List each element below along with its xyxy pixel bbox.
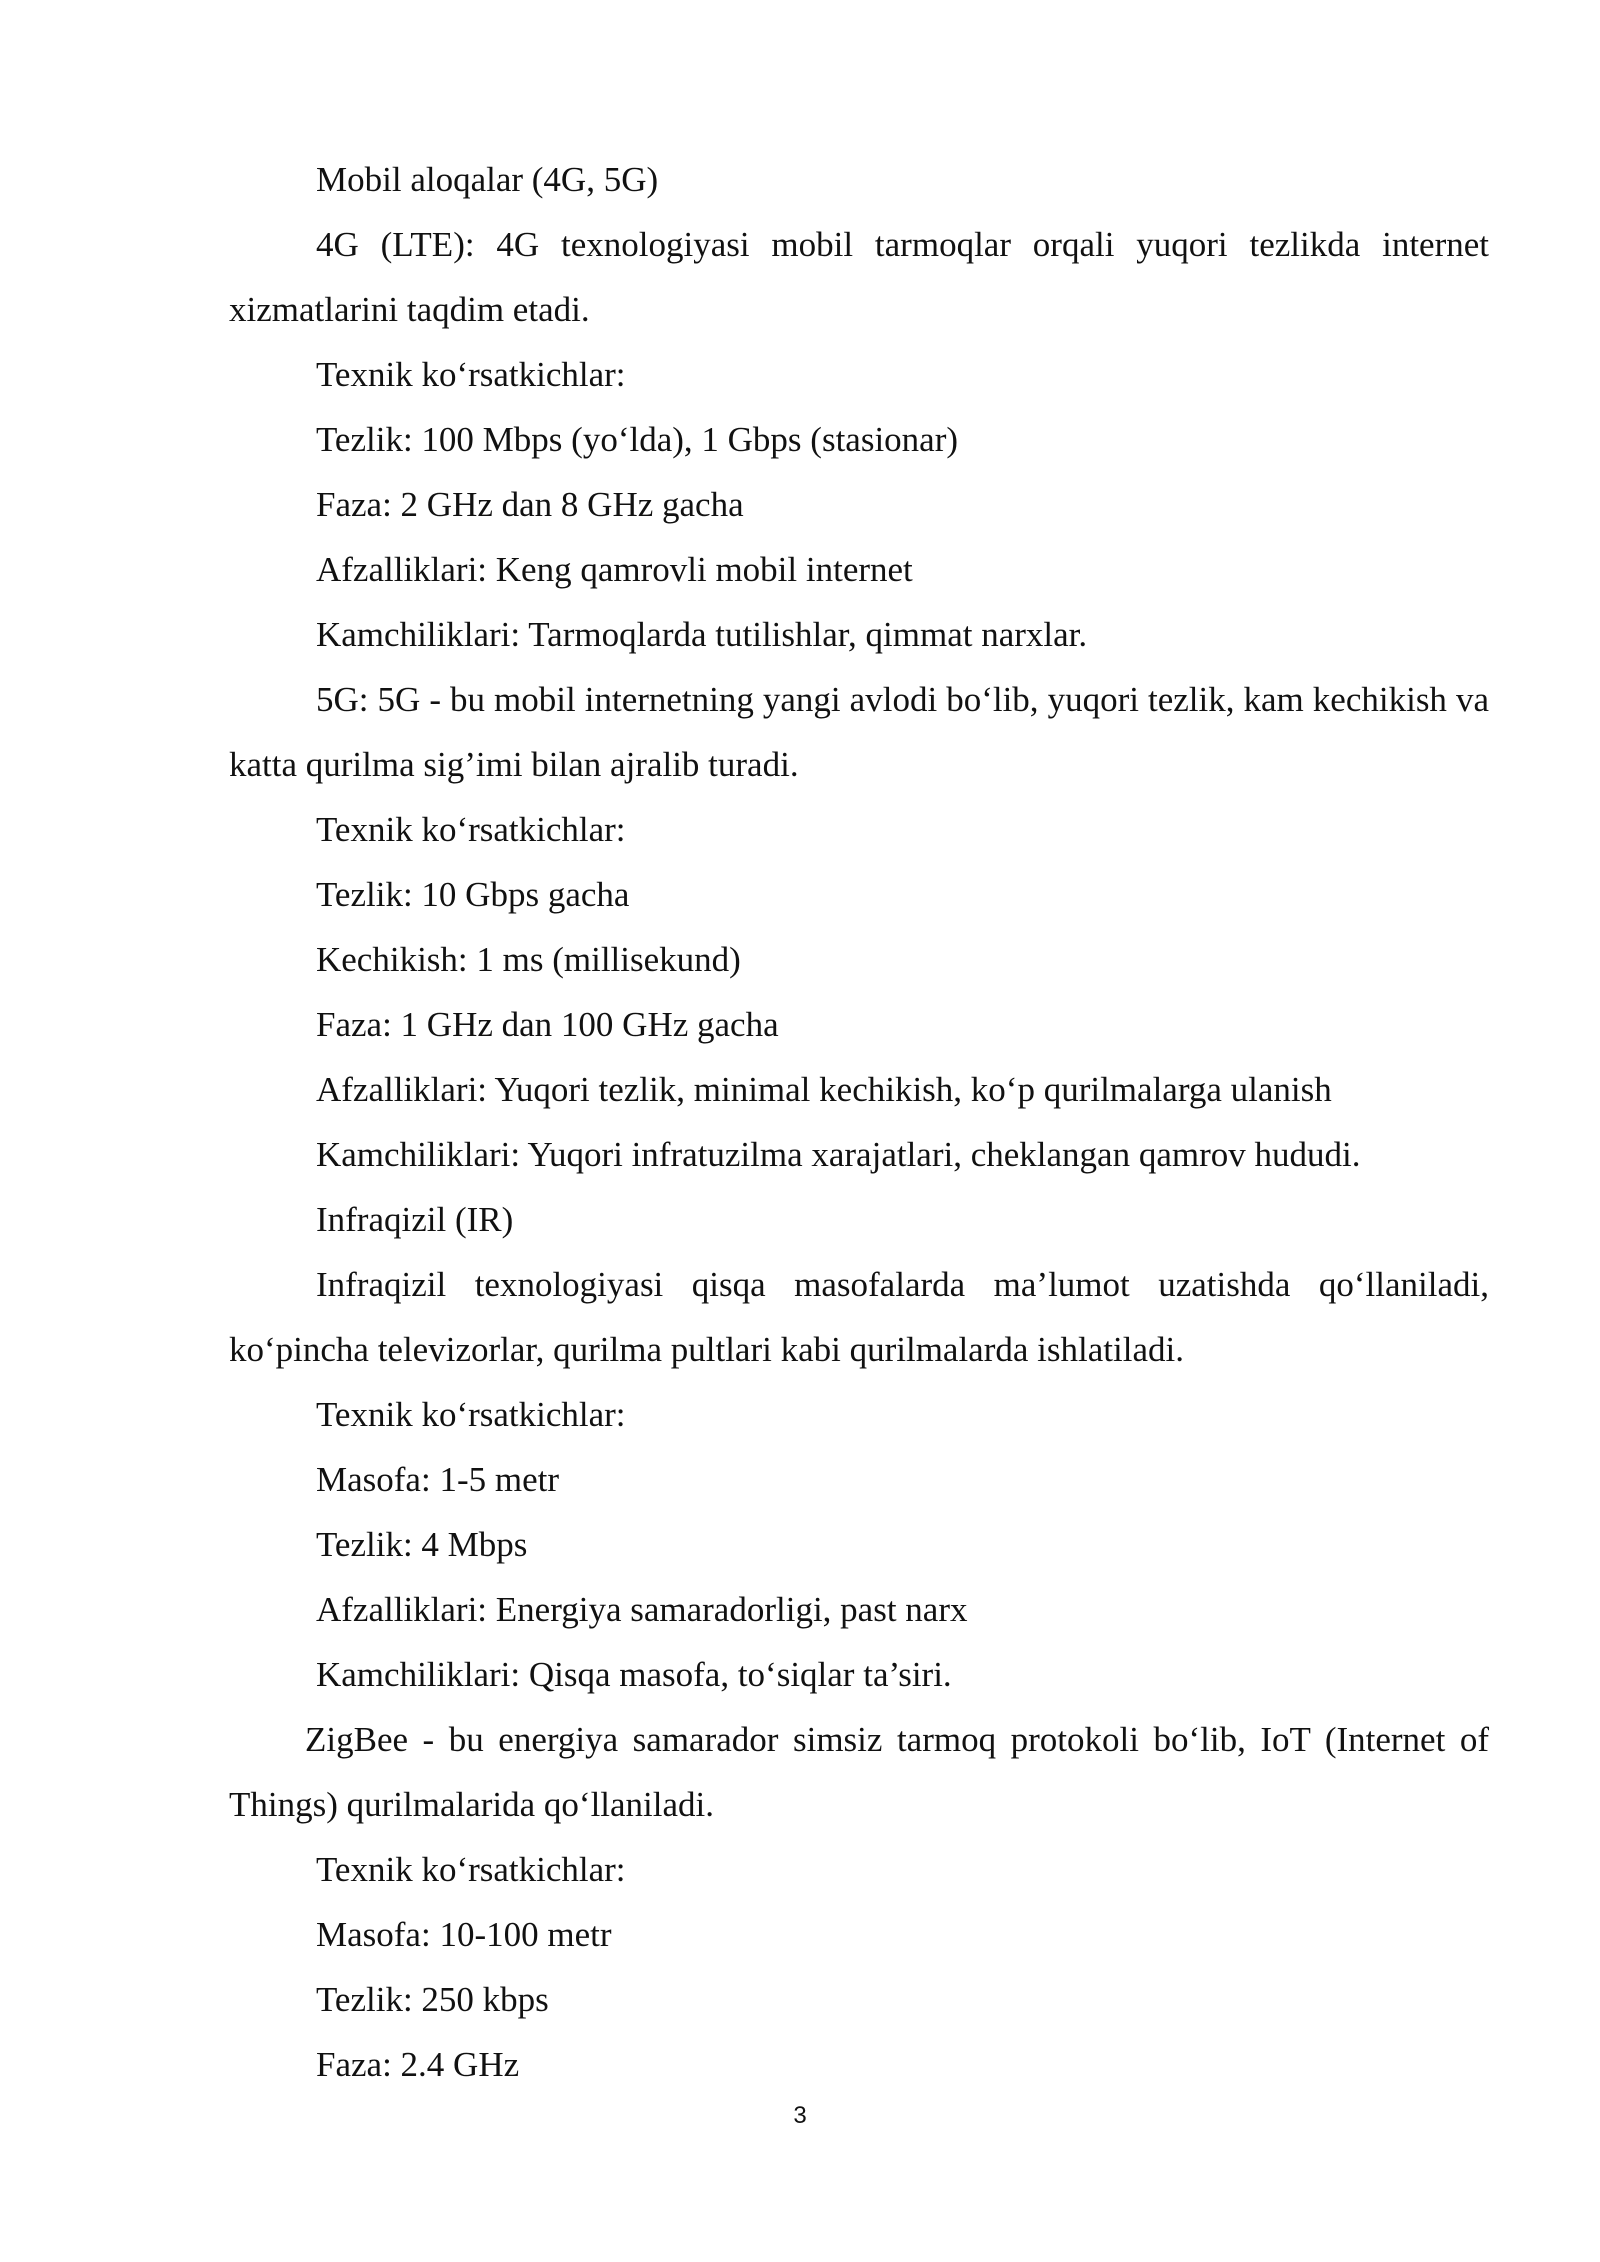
page-content <box>229 147 1489 2097</box>
list-item: Tezlik: 10 Gbps gacha <box>316 875 630 914</box>
paragraph-5g: 5G: 5G - bu mobil internetning yangi avlodi bo‘lib, yuqori tezlik, kam kechikish va katta qurilma sig’imi bilan ajralib turadi. <box>229 680 1489 784</box>
list-item: Kechikish: 1 ms (millisekund) <box>316 940 741 979</box>
list-item: Afzalliklari: Energiya samaradorligi, past narx <box>316 1590 968 1629</box>
list-item: Tezlik: 100 Mbps (yo‘lda), 1 Gbps (stasionar) <box>316 420 959 459</box>
list-item: Texnik ko‘rsatkichlar: <box>316 810 626 849</box>
list-item: Texnik ko‘rsatkichlar: <box>316 1850 626 1889</box>
list-item: Faza: 2.4 GHz <box>316 2045 520 2084</box>
heading-infraqizil: Infraqizil (IR) <box>316 1200 514 1239</box>
list-item: Kamchiliklari: Yuqori infratuzilma xarajatlari, cheklangan qamrov hududi. <box>316 1135 1361 1174</box>
list-item: Masofa: 10-100 metr <box>316 1915 612 1954</box>
list-item: Afzalliklari: Yuqori tezlik, minimal kechikish, ko‘p qurilmalarga ulanish <box>316 1070 1332 1109</box>
list-item: Kamchiliklari: Qisqa masofa, to‘siqlar ta’siri. <box>316 1655 952 1694</box>
paragraph-zigbee: ZigBee - bu energiya samarador simsiz tarmoq protokoli bo‘lib, IoT (Internet of Things) qurilmalarida qo‘llaniladi. <box>229 1720 1489 1824</box>
list-item: Masofa: 1-5 metr <box>316 1460 559 1499</box>
list-item: Texnik ko‘rsatkichlar: <box>316 1395 626 1434</box>
list-item: Texnik ko‘rsatkichlar: <box>316 355 626 394</box>
list-item: Faza: 2 GHz dan 8 GHz gacha <box>316 485 744 524</box>
page-number: 3 <box>793 2102 807 2129</box>
list-item: Tezlik: 4 Mbps <box>316 1525 528 1564</box>
list-item: Faza: 1 GHz dan 100 GHz gacha <box>316 1005 779 1044</box>
list-item: Tezlik: 250 kbps <box>316 1980 549 2019</box>
list-item: Afzalliklari: Keng qamrovli mobil internet <box>316 550 913 589</box>
paragraph-infraqizil: Infraqizil texnologiyasi qisqa masofalarda ma’lumot uzatishda qo‘llaniladi, ko‘pincha televizorlar, qurilma pultlari kabi qurilmalarda ishlatiladi. <box>229 1265 1489 1369</box>
paragraph-4g-lte: 4G (LTE): 4G texnologiyasi mobil tarmoqlar orqali yuqori tezlikda internet xizmatlarini taqdim etadi. <box>229 225 1489 329</box>
list-item: Kamchiliklari: Tarmoqlarda tutilishlar, qimmat narxlar. <box>316 615 1088 654</box>
heading-mobil-aloqalar: Mobil aloqalar (4G, 5G) <box>316 160 659 199</box>
